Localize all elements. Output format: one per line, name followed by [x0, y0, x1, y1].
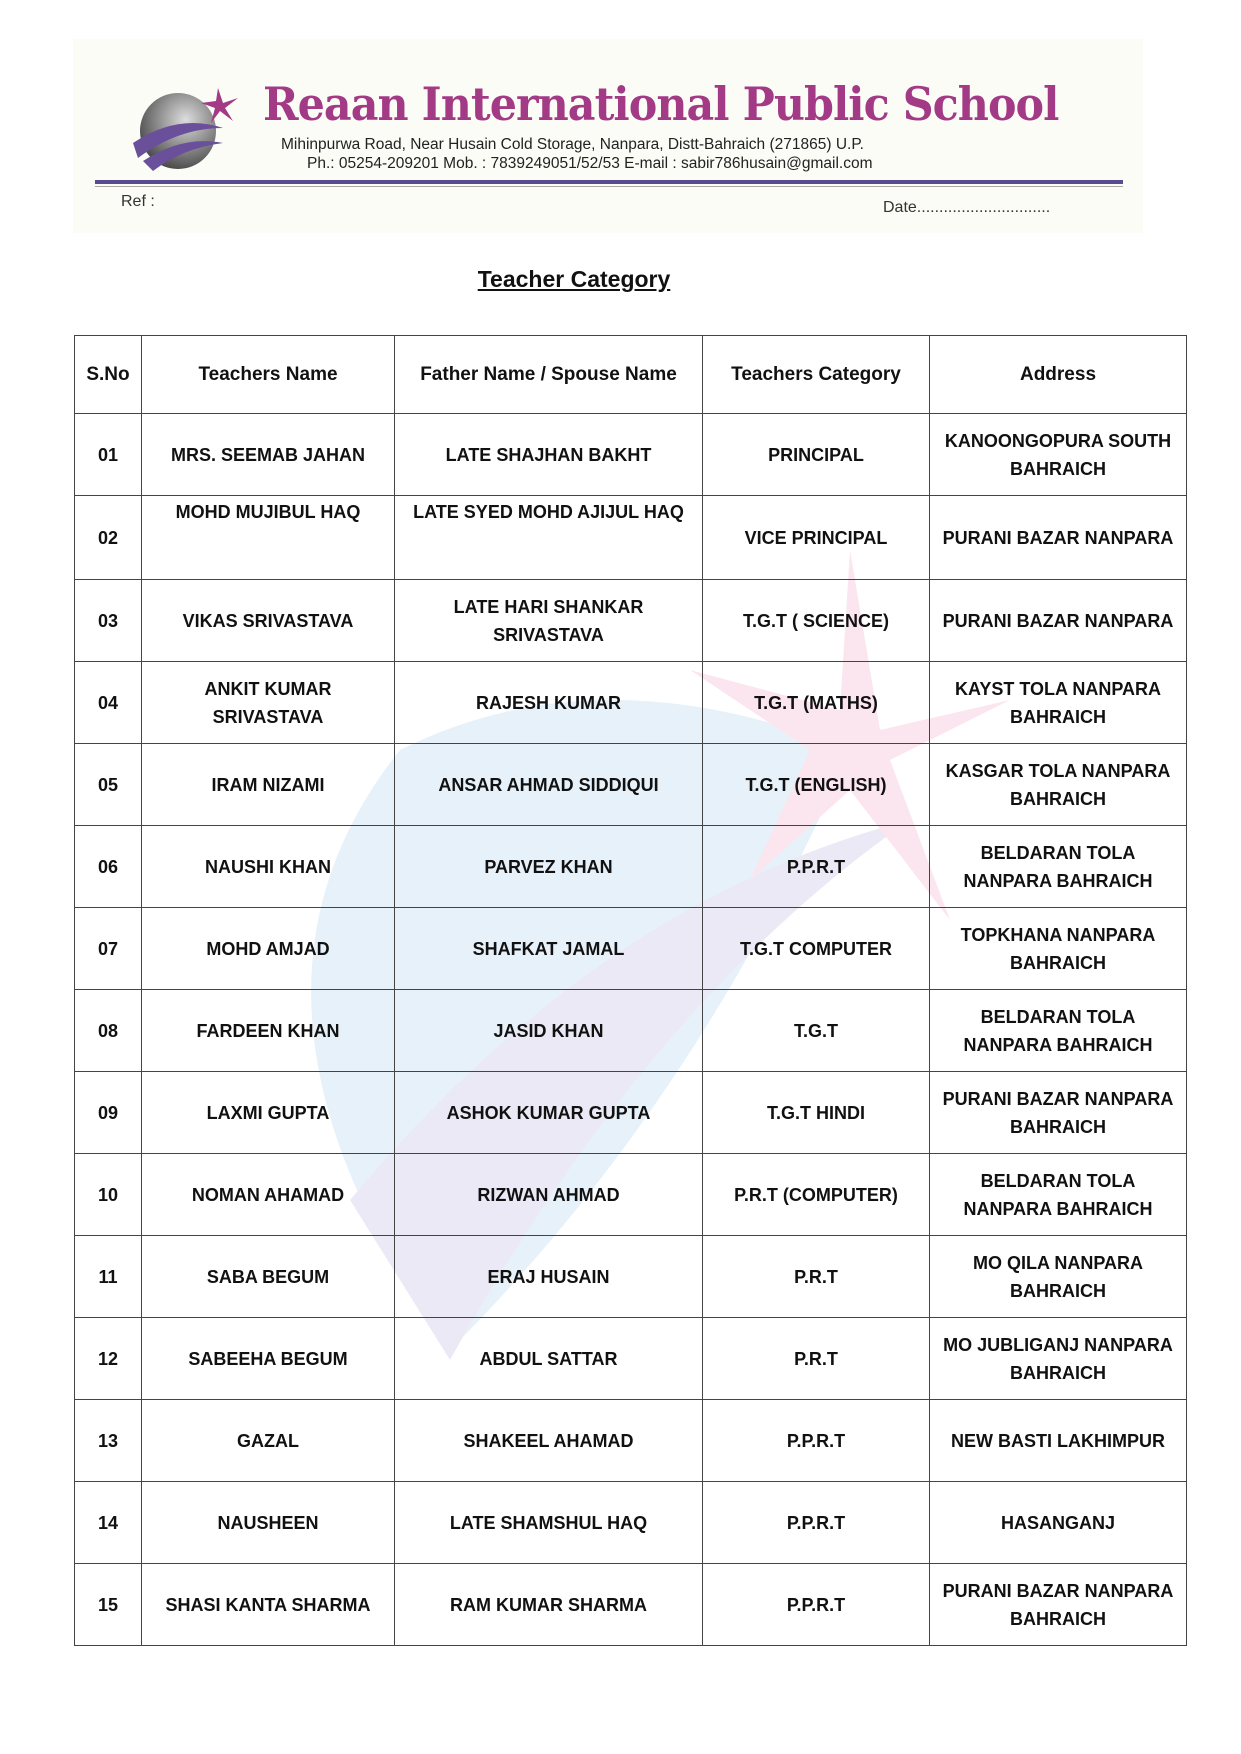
header-teachers-category: Teachers Category: [703, 336, 930, 414]
cell-category: VICE PRINCIPAL: [703, 496, 930, 580]
cell-category: P.R.T: [703, 1236, 930, 1318]
table-row: [75, 1564, 1187, 1646]
teacher-table: [74, 335, 1187, 1646]
cell-teacher-name: SHASI KANTA SHARMA: [142, 1564, 395, 1646]
cell-sno: 05: [75, 744, 142, 826]
table-row: [75, 1482, 1187, 1564]
cell-address: KANOONGOPURA SOUTH BAHRAICH: [930, 414, 1187, 496]
cell-address: HASANGANJ: [930, 1482, 1187, 1564]
cell-category: T.G.T COMPUTER: [703, 908, 930, 990]
cell-father-spouse-name: RIZWAN AHMAD: [395, 1154, 703, 1236]
cell-address: TOPKHANA NANPARA BAHRAICH: [930, 908, 1187, 990]
cell-category: P.R.T: [703, 1318, 930, 1400]
school-address: Mihinpurwa Road, Near Husain Cold Storage, Nanpara, Distt-Bahraich (271865) U.P.: [281, 136, 864, 153]
table-row: [75, 1154, 1187, 1236]
cell-sno: 14: [75, 1482, 142, 1564]
header-teachers-name: Teachers Name: [142, 336, 395, 414]
cell-teacher-name: IRAM NIZAMI: [142, 744, 395, 826]
cell-address: KAYST TOLA NANPARA BAHRAICH: [930, 662, 1187, 744]
cell-sno: 02: [75, 496, 142, 580]
cell-category: T.G.T (ENGLISH): [703, 744, 930, 826]
cell-address: BELDARAN TOLA NANPARA BAHRAICH: [930, 990, 1187, 1072]
ref-label: Ref :: [121, 193, 155, 210]
cell-father-spouse-name: RAM KUMAR SHARMA: [395, 1564, 703, 1646]
cell-sno: 08: [75, 990, 142, 1072]
cell-sno: 12: [75, 1318, 142, 1400]
table-row: [75, 908, 1187, 990]
cell-sno: 01: [75, 414, 142, 496]
table-row: [75, 1072, 1187, 1154]
cell-address: PURANI BAZAR NANPARA BAHRAICH: [930, 1564, 1187, 1646]
divider: [95, 180, 1123, 184]
cell-sno: 15: [75, 1564, 142, 1646]
cell-father-spouse-name: ASHOK KUMAR GUPTA: [395, 1072, 703, 1154]
cell-father-spouse-name: SHAKEEL AHAMAD: [395, 1400, 703, 1482]
cell-address: KASGAR TOLA NANPARA BAHRAICH: [930, 744, 1187, 826]
cell-sno: 03: [75, 580, 142, 662]
cell-address: PURANI BAZAR NANPARA: [930, 580, 1187, 662]
cell-teacher-name: GAZAL: [142, 1400, 395, 1482]
cell-category: P.P.R.T: [703, 826, 930, 908]
cell-father-spouse-name: ANSAR AHMAD SIDDIQUI: [395, 744, 703, 826]
cell-sno: 13: [75, 1400, 142, 1482]
cell-sno: 07: [75, 908, 142, 990]
cell-category: T.G.T HINDI: [703, 1072, 930, 1154]
cell-address: NEW BASTI LAKHIMPUR: [930, 1400, 1187, 1482]
table-row: [75, 662, 1187, 744]
header-address: Address: [930, 336, 1187, 414]
cell-category: T.G.T ( SCIENCE): [703, 580, 930, 662]
cell-father-spouse-name: PARVEZ KHAN: [395, 826, 703, 908]
cell-category: T.G.T: [703, 990, 930, 1072]
cell-father-spouse-name: ERAJ HUSAIN: [395, 1236, 703, 1318]
cell-father-spouse-name: LATE SHAMSHUL HAQ: [395, 1482, 703, 1564]
cell-teacher-name: SABA BEGUM: [142, 1236, 395, 1318]
cell-sno: 09: [75, 1072, 142, 1154]
cell-teacher-name: MRS. SEEMAB JAHAN: [142, 414, 395, 496]
cell-category: P.P.R.T: [703, 1564, 930, 1646]
cell-teacher-name: LAXMI GUPTA: [142, 1072, 395, 1154]
cell-teacher-name: ANKIT KUMAR SRIVASTAVA: [142, 662, 395, 744]
table-row: [75, 990, 1187, 1072]
cell-sno: 11: [75, 1236, 142, 1318]
table-row: [75, 1236, 1187, 1318]
cell-sno: 06: [75, 826, 142, 908]
header-sno: S.No: [75, 336, 142, 414]
cell-father-spouse-name: JASID KHAN: [395, 990, 703, 1072]
page-title: Teacher Category: [477, 266, 671, 292]
school-name: Reaan International Public School: [263, 77, 1059, 131]
cell-category: P.P.R.T: [703, 1482, 930, 1564]
table-row: [75, 744, 1187, 826]
cell-teacher-name: NAUSHI KHAN: [142, 826, 395, 908]
cell-teacher-name: SABEEHA BEGUM: [142, 1318, 395, 1400]
cell-teacher-name: NOMAN AHAMAD: [142, 1154, 395, 1236]
cell-address: BELDARAN TOLA NANPARA BAHRAICH: [930, 1154, 1187, 1236]
cell-father-spouse-name: LATE SHAJHAN BAKHT: [395, 414, 703, 496]
table-row: [75, 826, 1187, 908]
cell-teacher-name: VIKAS SRIVASTAVA: [142, 580, 395, 662]
header-father-spouse-name: Father Name / Spouse Name: [395, 336, 703, 414]
cell-teacher-name: MOHD MUJIBUL HAQ: [142, 496, 395, 580]
cell-teacher-name: FARDEEN KHAN: [142, 990, 395, 1072]
cell-address: PURANI BAZAR NANPARA BAHRAICH: [930, 1072, 1187, 1154]
letterhead: [73, 39, 1143, 233]
table-header-row: [75, 336, 1187, 414]
cell-category: T.G.T (MATHS): [703, 662, 930, 744]
cell-father-spouse-name: SHAFKAT JAMAL: [395, 908, 703, 990]
cell-address: PURANI BAZAR NANPARA: [930, 496, 1187, 580]
cell-sno: 10: [75, 1154, 142, 1236]
cell-category: P.R.T (COMPUTER): [703, 1154, 930, 1236]
cell-father-spouse-name: ABDUL SATTAR: [395, 1318, 703, 1400]
cell-teacher-name: NAUSHEEN: [142, 1482, 395, 1564]
table-row: [75, 414, 1187, 496]
cell-address: MO QILA NANPARA BAHRAICH: [930, 1236, 1187, 1318]
cell-address: BELDARAN TOLA NANPARA BAHRAICH: [930, 826, 1187, 908]
table-row: [75, 496, 1187, 580]
cell-address: MO JUBLIGANJ NANPARA BAHRAICH: [930, 1318, 1187, 1400]
table-row: [75, 580, 1187, 662]
date-label: Date..............................: [883, 199, 1051, 216]
cell-category: P.P.R.T: [703, 1400, 930, 1482]
cell-father-spouse-name: LATE HARI SHANKAR SRIVASTAVA: [395, 580, 703, 662]
cell-category: PRINCIPAL: [703, 414, 930, 496]
school-logo-icon: [123, 73, 243, 183]
divider: [95, 186, 1123, 187]
table-row: [75, 1318, 1187, 1400]
cell-teacher-name: MOHD AMJAD: [142, 908, 395, 990]
cell-father-spouse-name: RAJESH KUMAR: [395, 662, 703, 744]
cell-sno: 04: [75, 662, 142, 744]
table-row: [75, 1400, 1187, 1482]
school-contact: Ph.: 05254-209201 Mob. : 7839249051/52/53 E-mail : sabir786husain@gmail.com: [307, 155, 873, 172]
cell-father-spouse-name: LATE SYED MOHD AJIJUL HAQ: [395, 496, 703, 580]
